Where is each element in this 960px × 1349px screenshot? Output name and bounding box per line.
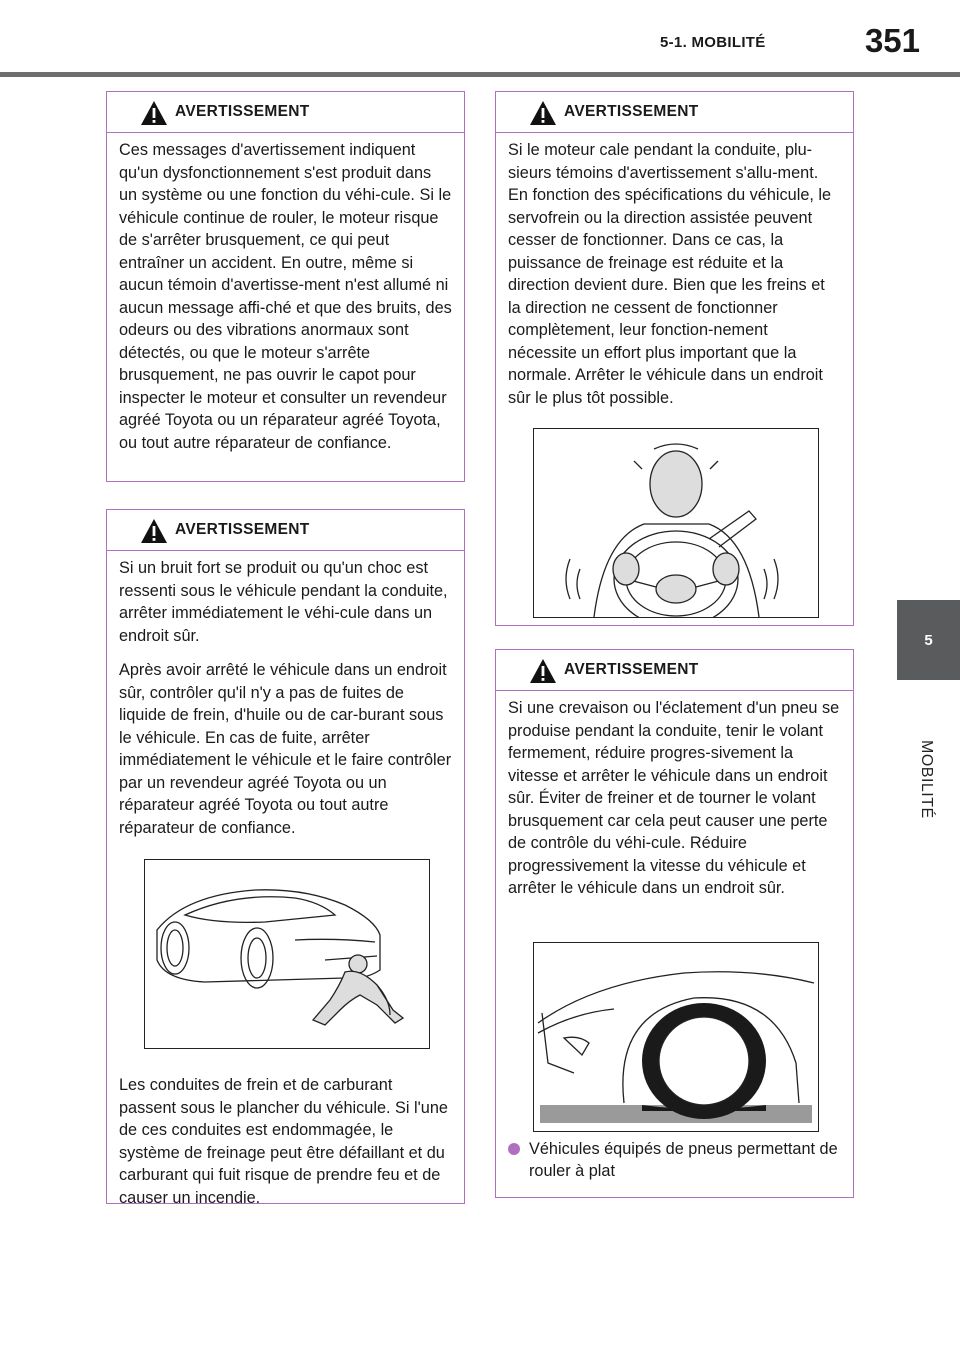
warning-triangle-icon — [140, 100, 168, 126]
warning-header — [107, 510, 464, 551]
warning-header — [107, 92, 464, 133]
warning-title: AVERTISSEMENT — [564, 103, 699, 120]
warning-text: Si une crevaison ou l'éclatement d'un pneu se produise pendant la conduite, tenir le volant fermement, réduire progres-sivement la vitesse et arrêter le véhicule dans un endroit sûr. Éviter de freiner et de tourner le volant brusquement car cela peut causer une perte de contrôle du véhi-cule. Réduire progressivement la vitesse du véhicule et arrêter le véhicule dans un endroit sûr. — [508, 699, 840, 897]
warning-text: Si un bruit fort se produit ou qu'un choc est ressenti sous le véhicule pendant la conduite, arrêter immédiatement le véhi-cule dans un endroit sûr. — [119, 559, 448, 645]
warning-header — [496, 650, 853, 691]
runflat-tire-illustration — [533, 942, 819, 1132]
warning-title: AVERTISSEMENT — [175, 103, 310, 120]
warning-text: Ces messages d'avertissement indiquent qu'un dysfonctionnement s'est produit dans un système ou une fonction du véhi-cule. Si le véhicule continue de rouler, le moteur risque de s'arrêter brusquement, ce qui peut entraîner un accident. En outre, même si aucun témoin d'avertisse-ment n'est allumé ni aucun message affi-ché et que des bruits, des odeurs ou des vibrations anormaux sont détectés, ou que le moteur s'arrête brusquement, ne pas ouvrir le capot pour inspecter le moteur et consulter un revendeur agréé Toyota ou un réparateur agréé Toyota, ou tout autre réparateur de confiance. — [119, 141, 452, 452]
warning-box-1 — [106, 91, 465, 482]
warning-box-4 — [495, 649, 854, 1198]
page-number: 351 — [864, 22, 920, 59]
warning-title: AVERTISSEMENT — [175, 521, 310, 538]
bullet-dot-icon — [508, 1143, 520, 1155]
warning-triangle-icon — [529, 658, 557, 684]
car-underside-illustration — [144, 859, 430, 1049]
warning-text: Si le moteur cale pendant la conduite, plu-sieurs témoins d'avertissement s'allu-ment. En fonction des spécifications du véhicule, le servofrein ou la direction assistée peuvent cesser de fonctionner. Dans ce cas, la puissance de freinage est réduite et la direction devient dure. Bien que les freins et la direction ne cessent de fonctionner complètement, leur fonction-nement nécessite un effort plus important que la normale. Arrêter le véhicule dans un endroit sûr le plus tôt possible. — [508, 141, 832, 407]
warning-text: Les conduites de frein et de carburant passent sous le plancher du véhicule. Si l'une de ces conduites est endommagée, le système de freinage peut être défaillant et du carburant qui fuit risque de prendre feu et de causer un incendie. — [119, 1076, 448, 1207]
driver-steering-illustration — [533, 428, 819, 618]
section-title: 5-1. MOBILITÉ — [660, 34, 766, 51]
header-rule — [0, 72, 960, 77]
warning-header — [496, 92, 853, 133]
chapter-number: 5 — [924, 631, 933, 649]
bullet-item — [508, 1138, 841, 1183]
warning-box-2 — [106, 509, 465, 1207]
chapter-label: MOBILITÉ — [918, 740, 935, 819]
bullet-text: Véhicules équipés de pneus permettant de rouler à plat — [529, 1139, 838, 1180]
warning-box-3 — [495, 91, 854, 626]
chapter-tab — [897, 600, 960, 680]
warning-title: AVERTISSEMENT — [564, 661, 699, 678]
warning-text: Après avoir arrêté le véhicule dans un endroit sûr, contrôler qu'il n'y a pas de fuites de liquide de frein, d'huile ou de car-burant sous le véhicule. En cas de fuite, arrêter immédiatement le véhicule et le faire contrôler par un revendeur agréé Toyota ou un réparateur agréé Toyota ou tout autre réparateur de confiance. — [119, 661, 452, 837]
warning-triangle-icon — [140, 518, 168, 544]
warning-triangle-icon — [529, 100, 557, 126]
